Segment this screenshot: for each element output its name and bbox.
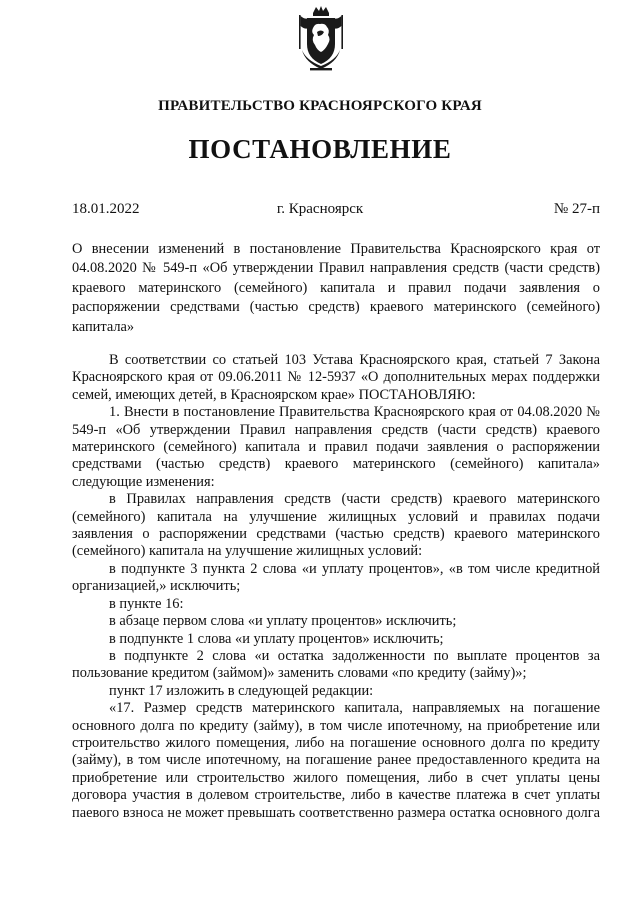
document-type-title: ПОСТАНОВЛЕНИЕ xyxy=(188,134,452,164)
paragraph-subpoint-2: в подпункте 2 слова «и остатка задолженности по выплате процентов за пользование кредитом (займом)» заменить словами «по кредиту (займу)»; xyxy=(72,647,600,682)
paragraph-subpoint-1: в подпункте 1 слова «и уплату процентов» исключить; xyxy=(109,630,444,647)
paragraph-preamble: В соответствии со статьей 103 Устава Красноярского края, статьей 7 Закона Красноярского края от 09.06.2011 № 12-5937 «О дополнительных мерах поддержки семей, имеющих детей, в Красноярском крае» ПОСТАНОВЛЯЮ: xyxy=(72,352,600,403)
document-number: № 27-п xyxy=(553,201,600,217)
government-name: ПРАВИТЕЛЬСТВО КРАСНОЯРСКОГО КРАЯ xyxy=(158,98,482,114)
coat-of-arms-icon xyxy=(296,6,346,72)
paragraph-point-17-text: «17. Размер средств материнского капитала, направляемых на погашение основного долга по кредиту (займу), в том числе ипотечному, на приобретение или строительство жилого помещения, либо на погашение основного долга по кредиту (займу), в том числе ипотечному, на погашение ранее предоставленного кредита на приобретение или строительство жилого помещения, либо в счет уплаты цены договора участия в долевом строительстве, либо в качестве платежа в счет уплаты паевого взноса не может превышать соответственно размера остатка основного долга xyxy=(72,700,600,821)
document-subject: О внесении изменений в постановление Правительства Красноярского края от 04.08.2020 № 549-п «Об утверждении Правил направления средств (части средств) краевого материнского (семейного) капитала и правил подачи заявления о распоряжении средствами (частью средств) краевого материнского (семейного) капитала» xyxy=(72,241,600,335)
paragraph-point-17-intro: пункт 17 изложить в следующей редакции: xyxy=(109,682,374,699)
paragraph-rules: в Правилах направления средств (части средств) краевого материнского (семейного) капитала на улучшение жилищных условий и правилах подачи заявления о распоряжении средствами (частью средств) краевого материнского (семейного) капитала на улучшение жилищных условий: xyxy=(72,491,600,560)
document-date: 18.01.2022 xyxy=(72,201,140,217)
paragraph-subpoint-3: в подпункте 3 пункта 2 слова «и уплату процентов», «в том числе кредитной организацией,» исключить; xyxy=(72,560,600,595)
document-city: г. Красноярск xyxy=(276,201,364,217)
document-body xyxy=(72,352,600,822)
paragraph-point-16: в пункте 16: xyxy=(109,595,184,612)
paragraph-first-abzac: в абзаце первом слова «и уплату процентов» исключить; xyxy=(109,613,457,630)
paragraph-item-1: 1. Внести в постановление Правительства Красноярского края от 04.08.2020 № 549-п «Об утверждении Правил направления средств (части средств) краевого материнского (семейного) капитала и правил подачи заявления о распоряжении средствами (частью средств) краевого материнского (семейного) капитала» следующие изменения: xyxy=(72,404,600,490)
